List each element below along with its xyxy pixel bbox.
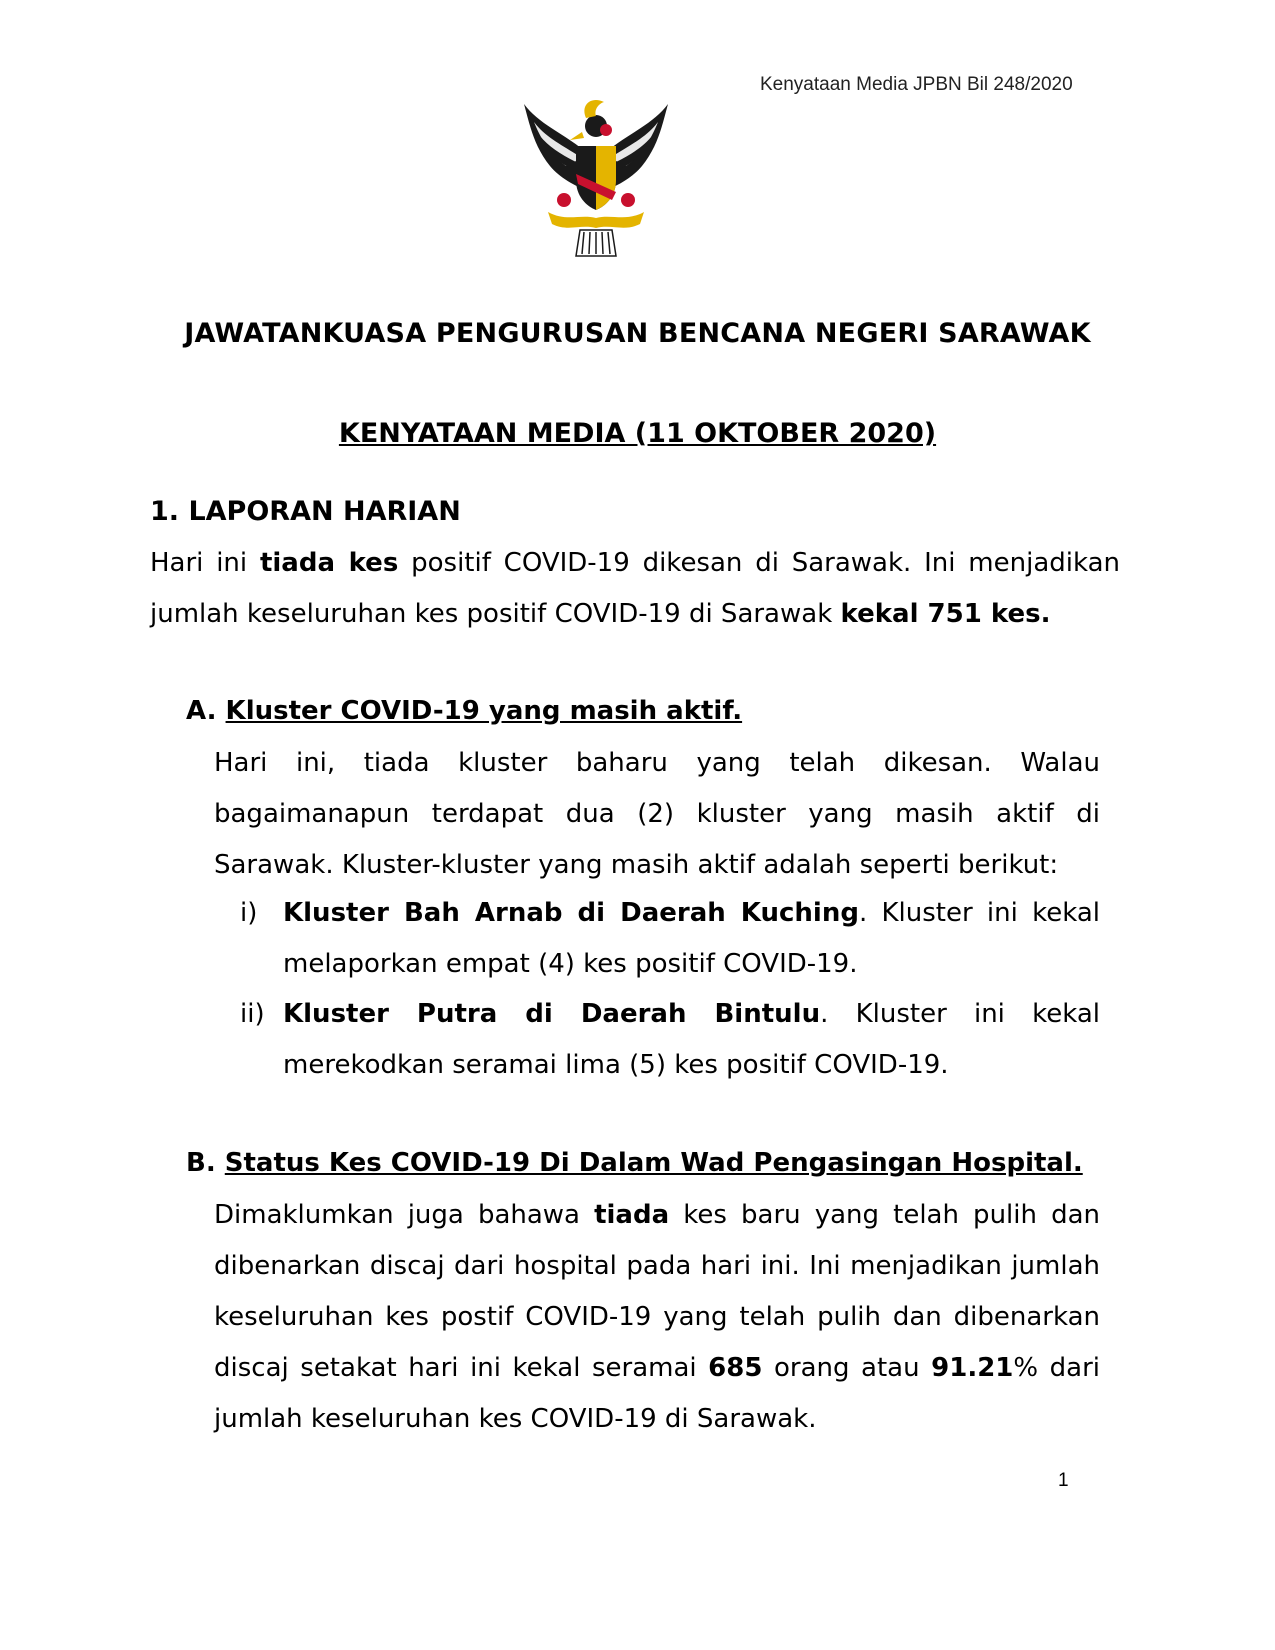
section-a-heading — [186, 696, 742, 726]
section-a-letter: A. — [186, 696, 217, 726]
page-number: 1 — [1058, 1470, 1069, 1491]
statement-title: KENYATAAN MEDIA (11 OKTOBER 2020) — [338, 418, 937, 449]
section-1-paragraph: Hari ini tiada kes positif COVID-19 dikesan di Sarawak. Ini menjadikan jumlah keseluruhan kes positif COVID-19 di Sarawak kekal 751 kes. — [150, 548, 1121, 629]
section-1-heading: 1. LAPORAN HARIAN — [150, 496, 461, 527]
cluster-name: Kluster Putra di Daerah Bintulu — [283, 999, 821, 1029]
document-reference: Kenyataan Media JPBN Bil 248/2020 — [760, 74, 1073, 95]
section-b-paragraph: Dimaklumkan juga bahawa tiada kes baru yang telah pulih dan dibenarkan discaj dari hospital pada hari ini. Ini menjadikan jumlah keseluruhan kes postif COVID-19 yang telah pulih dan dibenarkan discaj setakat hari ini kekal seramai 685 orang atau 91.21% dari jumlah keseluruhan kes COVID-19 di Sarawak. — [214, 1200, 1100, 1434]
section-a-title: Kluster COVID-19 yang masih aktif. — [225, 696, 743, 726]
section-b-heading — [186, 1148, 1083, 1178]
list-item: i) Kluster Bah Arnab di Daerah Kuching. Kluster ini kekal melaporkan empat (4) kes positif COVID-19. — [240, 888, 1100, 990]
list-item: ii) Kluster Putra di Daerah Bintulu. Kluster ini kekal merekodkan seramai lima (5) kes positif COVID-19. — [240, 989, 1100, 1091]
list-item-number: i) — [240, 898, 258, 928]
section-b-title: Status Kes COVID-19 Di Dalam Wad Pengasingan Hospital. — [224, 1148, 1083, 1178]
sarawak-coat-of-arms-icon — [520, 96, 672, 264]
cluster-name: Kluster Bah Arnab di Daerah Kuching — [283, 898, 859, 928]
organisation-title: JAWATANKUASA PENGURUSAN BENCANA NEGERI SARAWAK — [184, 318, 1091, 349]
section-b-letter: B. — [186, 1148, 216, 1178]
list-item-number: ii) — [240, 999, 265, 1029]
section-a-intro: Hari ini, tiada kluster baharu yang telah dikesan. Walau bagaimanapun terdapat dua (2) kluster yang masih aktif di Sarawak. Kluster-kluster yang masih aktif adalah seperti berikut: — [214, 748, 1100, 880]
